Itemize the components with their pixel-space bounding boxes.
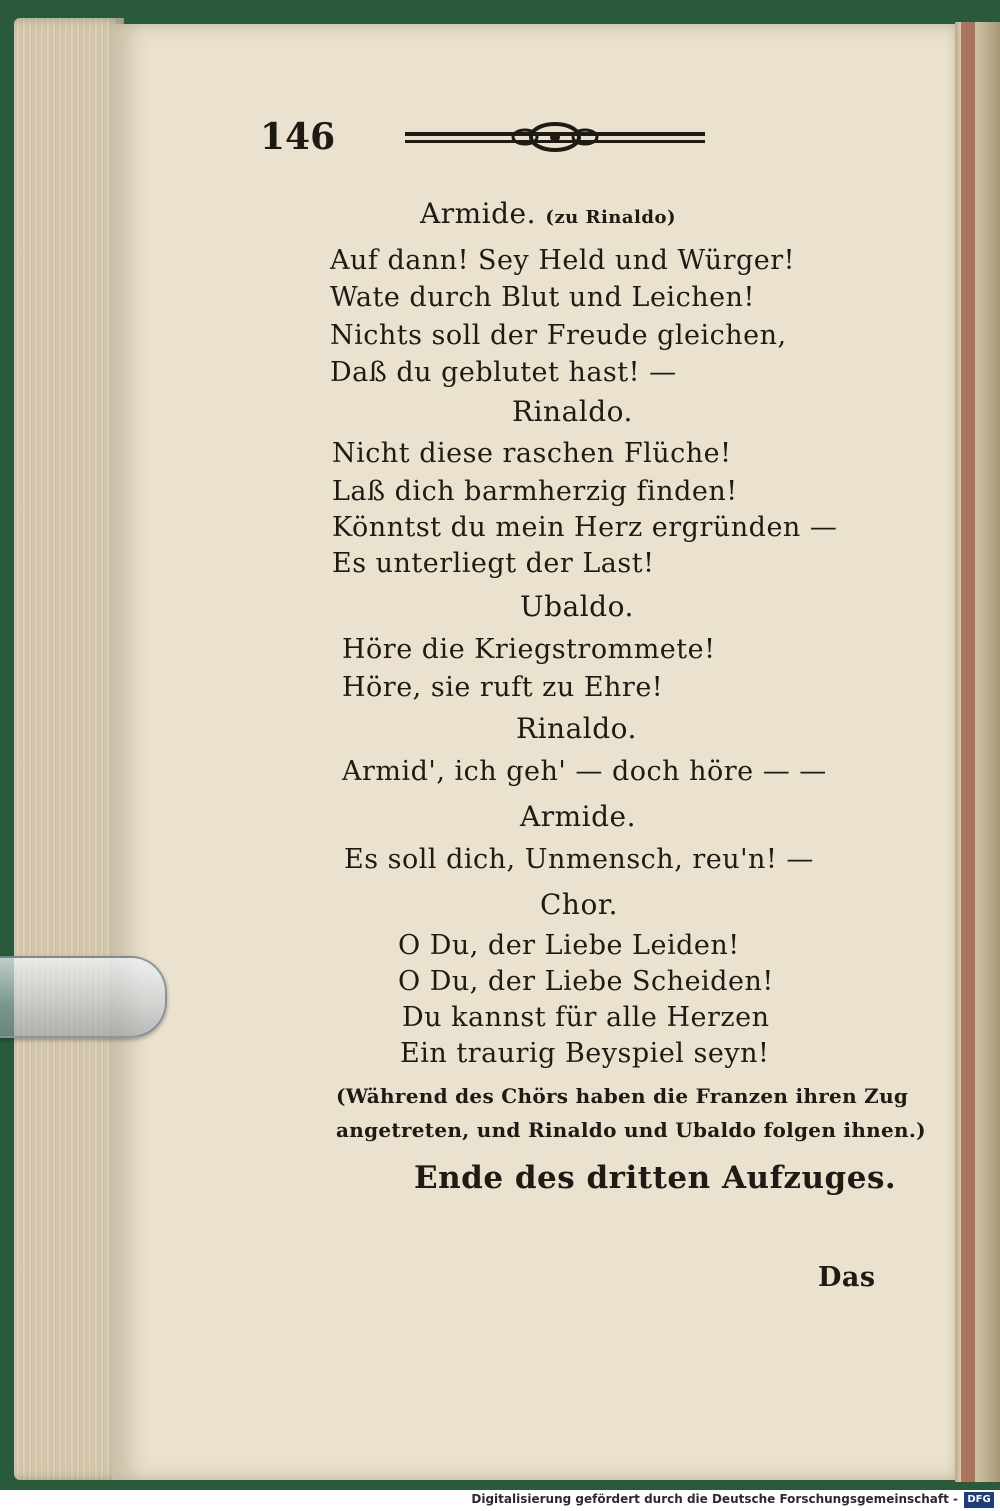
verse-line: O Du, der Liebe Leiden! — [398, 930, 740, 961]
verse-line: O Du, der Liebe Scheiden! — [398, 966, 774, 997]
verse-line: Höre, sie ruft zu Ehre! — [342, 672, 664, 703]
catchword: Das — [818, 1262, 876, 1293]
stage-direction: angetreten, und Rinaldo und Ubaldo folgen ihnen.) — [336, 1118, 926, 1142]
verse-line: Könntst du mein Herz ergründen — — [332, 512, 838, 543]
verse-line: Daß du geblutet hast! — — [330, 357, 677, 388]
verse-line: Laß dich barmherzig finden! — [332, 476, 738, 507]
footer-credit: Digitalisierung gefördert durch die Deutsche Forschungsgemeinschaft - — [471, 1492, 958, 1506]
page-stack-edges — [14, 18, 124, 1480]
verse-line: Ein traurig Beyspiel seyn! — [400, 1038, 770, 1069]
stage-direction: (Während des Chörs haben die Franzen ihren Zug — [336, 1084, 909, 1108]
verse-line: Du kannst für alle Herzen — [402, 1002, 770, 1033]
speaker-chor: Chor. — [540, 888, 619, 921]
ornament-rule — [405, 118, 705, 158]
speaker-armide: Armide. — [520, 800, 637, 833]
verse-line: Es unterliegt der Last! — [332, 548, 655, 579]
verse-line: Nicht diese raschen Flüche! — [332, 438, 732, 469]
verse-line: Nichts soll der Freude gleichen, — [330, 320, 787, 351]
act-end-heading: Ende des dritten Aufzuges. — [414, 1160, 897, 1196]
dfg-logo: DFG — [964, 1492, 994, 1508]
verse-line: Armid', ich geh' — doch höre — — — [342, 756, 827, 787]
speaker-ubaldo: Ubaldo. — [520, 590, 634, 623]
stage-direction-zu-rinaldo: (zu Rinaldo) — [545, 207, 677, 228]
speaker-rinaldo: Rinaldo. — [516, 712, 637, 745]
verse-line: Wate durch Blut und Leichen! — [330, 282, 755, 313]
facing-page-edge — [955, 22, 1000, 1482]
verse-line: Höre die Kriegstrommete! — [342, 634, 716, 665]
facing-page-tab — [961, 22, 975, 1482]
page-number: 146 — [260, 116, 336, 158]
speaker-armide: Armide. (zu Rinaldo) — [420, 197, 677, 230]
verse-line: Es soll dich, Unmensch, reu'n! — — [344, 844, 814, 875]
page-holder-clip — [0, 956, 167, 1038]
speaker-rinaldo: Rinaldo. — [512, 395, 633, 428]
verse-line: Auf dann! Sey Held und Würger! — [330, 245, 796, 276]
